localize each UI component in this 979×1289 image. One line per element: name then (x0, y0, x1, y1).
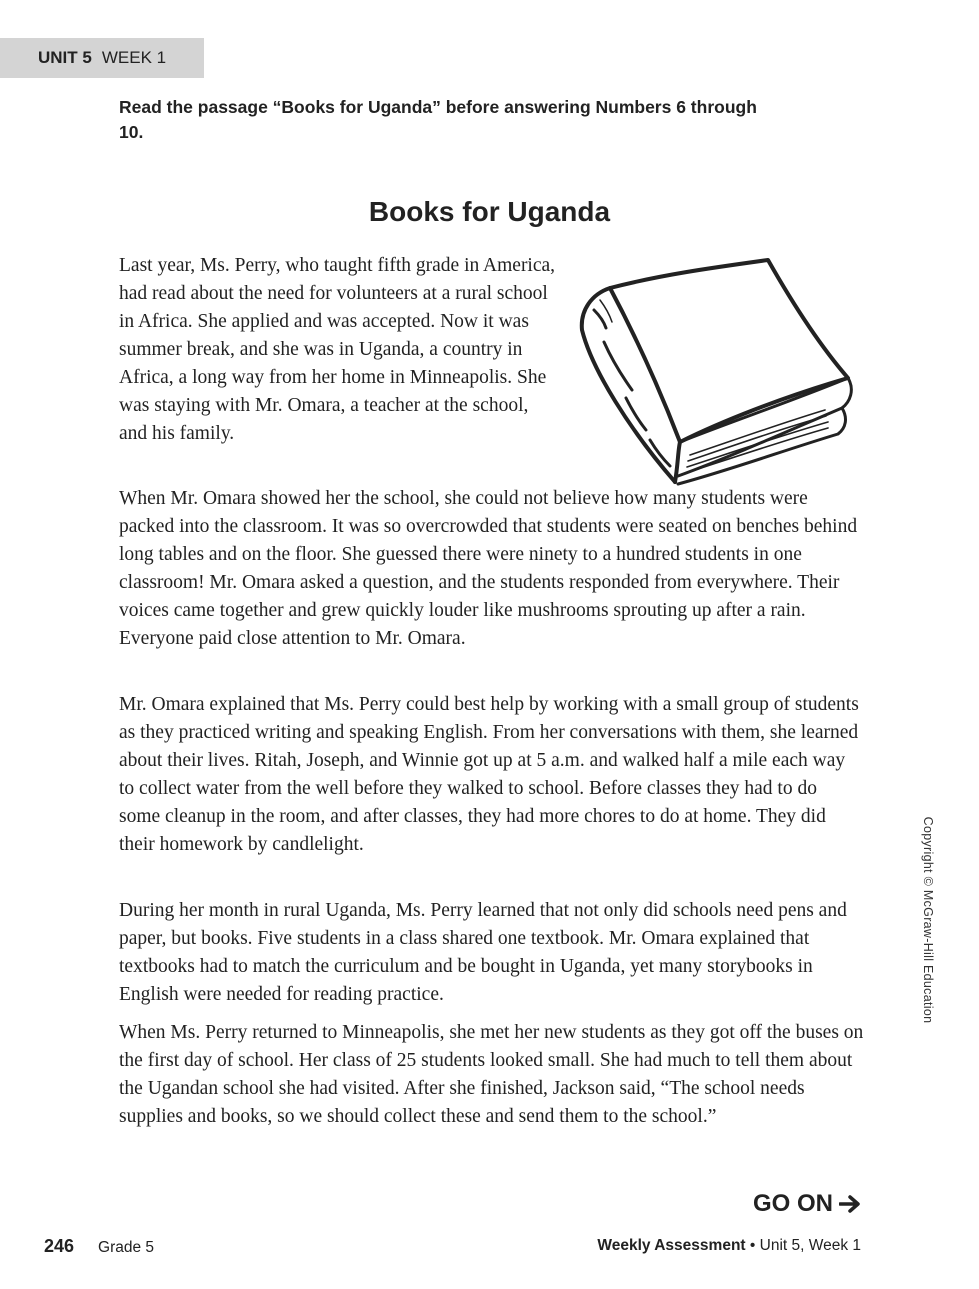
unit-week-label: Unit 5, Week 1 (759, 1237, 861, 1254)
unit-label: UNIT 5 (38, 48, 92, 67)
week-label: WEEK 1 (101, 48, 167, 67)
book-illustration (570, 250, 860, 490)
paragraph-2 (119, 485, 864, 653)
copyright-notice: Copyright © McGraw-Hill Education (921, 816, 935, 1024)
go-on-prompt (753, 1190, 861, 1218)
paragraph-4: During her month in rural Uganda, Ms. Perry learned that not only did schools need pens and paper, but books. Five students in a class shared one textbook. Mr. Omara explained that textbooks had to match the curriculum and be bought in Uganda, yet many storybooks in English were needed for reading practice. (119, 900, 847, 1005)
page-number: 246 (44, 1236, 75, 1256)
paragraph-1: Last year, Ms. Perry, who taught fifth grade in America, had read about the need for volunteers at a rural school in Africa. She applied and was accepted. Now it was summer break, and she was in Uganda, a country in Africa, a long way from her home in Minneapolis. She was staying with Mr. Omara, a teacher at the school, and his family. (119, 255, 556, 444)
footer-separator: • (745, 1237, 760, 1254)
footer-left (44, 1236, 154, 1257)
grade-label: Grade 5 (98, 1239, 155, 1256)
assessment-label: Weekly Assessment (597, 1237, 746, 1254)
paragraph-3: Mr. Omara explained that Ms. Perry could best help by working with a small group of students as they practiced writing and speaking English. From her conversations with them, she learned about their lives. Ritah, Joseph, and Winnie got up at 5 a.m. and walked half a mile each way to collect water from the well before they walked to school. Before classes they had to do some cleanup in the room, and after classes, they had more chores to do at home. They did their homework by candlelight. (119, 694, 859, 855)
passage-title: Books for Uganda (368, 196, 611, 227)
paragraph-2-text: When Mr. Omara showed her the school, she could not believe how many students were packed into the classroom. It was so overcrowded that students were seated on benches behind long tables and on the floor. She guessed there were ninety to a hundred students in one classroom! Mr. Omara asked a question, and the students responded from everywhere. Their voices came together and grew quickly louder like mushrooms sprouting up after a rain. Everyone paid close attention to Mr. Omara. (119, 488, 858, 649)
paragraph-5: When Ms. Perry returned to Minneapolis, she met her new students as they got off the buses on the first day of school. Her class of 25 students looked small. She had much to tell them about the Ugandan school she had visited. After she finished, Jackson said, “The school needs supplies and books, so we should collect these and send them to the school.” (119, 1022, 864, 1127)
unit-week-tab (0, 38, 204, 78)
arrow-right-icon (839, 1195, 861, 1213)
instructions: Read the passage “Books for Uganda” before answering Numbers 6 through 10. (119, 97, 757, 142)
go-on-label: GO ON (752, 1190, 833, 1217)
footer-right (597, 1237, 861, 1255)
